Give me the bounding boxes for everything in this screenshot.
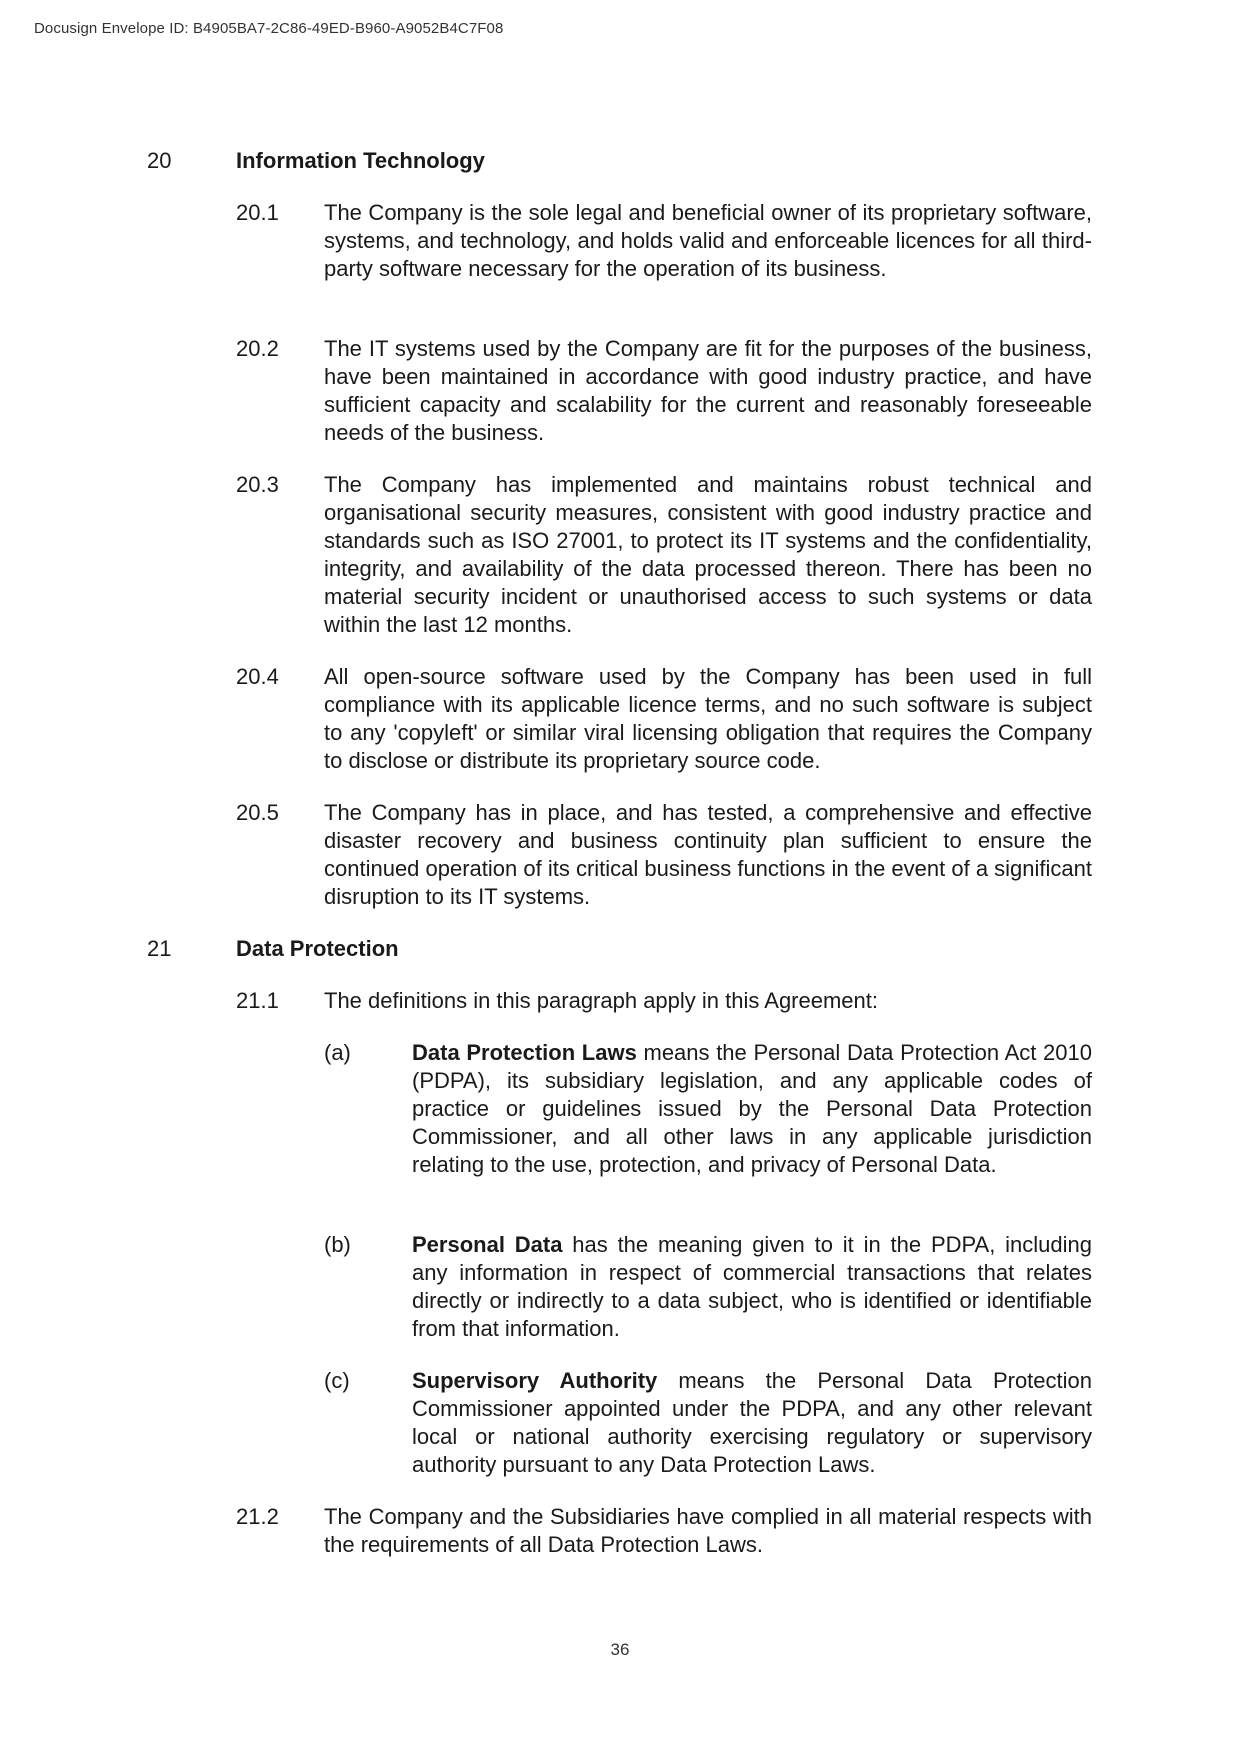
section-title: Information Technology [236, 148, 485, 173]
clause-text: All open-source software used by the Company has been used in full compliance with its applicable licence terms, and no such software is subject to any 'copyleft' or similar viral licensing obligation that requires the Company to disclose or distribute its proprietary source code. [324, 664, 1092, 773]
clause-number: 20.4 [236, 664, 279, 689]
clause-text: The Company has in place, and has tested, a comprehensive and effective disaster recovery and business continuity plan sufficient to ensure the continued operation of its critical business functions in the event of a significant disruption to its IT systems. [324, 800, 1093, 909]
section-title: Data Protection [236, 936, 399, 961]
definition-label: (a) [324, 1040, 351, 1065]
page-number: 36 [610, 1640, 630, 1659]
definition-text [412, 1231, 1092, 1343]
section-number: 20 [147, 148, 172, 173]
definition-body: has the meaning given to it in the PDPA, including any information in respect of commercial transactions that relates directly or indirectly to a data subject, who is identified or identifiable from that information. [412, 1232, 1092, 1341]
clause-text: The definitions in this paragraph apply in this Agreement: [324, 988, 878, 1013]
clause-text: The Company is the sole legal and beneficial owner of its proprietary software, systems, and technology, and holds valid and enforceable licences for all third-party software necessary for the operation of its business. [324, 200, 1092, 281]
definition-body: means the Personal Data Protection Act 2010 (PDPA), its subsidiary legislation, and any applicable codes of practice or guidelines issued by the Personal Data Protection Commissioner, and all other laws in any applicable jurisdiction relating to the use, protection, and privacy of Personal Data. [412, 1040, 1092, 1177]
definition-text [412, 1039, 1092, 1179]
clause-number: 20.1 [236, 200, 279, 225]
section-number: 21 [147, 936, 172, 961]
definition-label: (c) [324, 1368, 350, 1393]
clause-text: The Company has implemented and maintains robust technical and organisational security measures, consistent with good industry practice and standards such as ISO 27001, to protect its IT systems and the confidentiality, integrity, and availability of the data processed thereon. There has been no material security incident or unauthorised access to such systems or data within the last 12 months. [324, 472, 1092, 637]
definition-term: Data Protection Laws [412, 1040, 637, 1065]
clause-text: The Company and the Subsidiaries have complied in all material respects with the requirements of all Data Protection Laws. [324, 1504, 1092, 1557]
clause-text: The IT systems used by the Company are fit for the purposes of the business, have been maintained in accordance with good industry practice, and have sufficient capacity and scalability for the current and reasonably foreseeable needs of the business. [324, 336, 1092, 445]
clause-number: 21.2 [236, 1504, 279, 1529]
clause-number: 20.5 [236, 800, 279, 825]
envelope-id: Docusign Envelope ID: B4905BA7-2C86-49ED-B960-A9052B4C7F08 [34, 20, 504, 37]
clause-number: 21.1 [236, 988, 279, 1013]
clause-number: 20.3 [236, 472, 279, 497]
definition-body: means the Personal Data Protection Commissioner appointed under the PDPA, and any other relevant local or national authority exercising regulatory or supervisory authority pursuant to any Data Protection Laws. [412, 1368, 1092, 1477]
definition-term: Supervisory Authority [412, 1368, 658, 1393]
clause-number: 20.2 [236, 336, 279, 361]
definition-term: Personal Data [412, 1232, 563, 1257]
definition-label: (b) [324, 1232, 351, 1257]
definition-text [412, 1367, 1092, 1479]
